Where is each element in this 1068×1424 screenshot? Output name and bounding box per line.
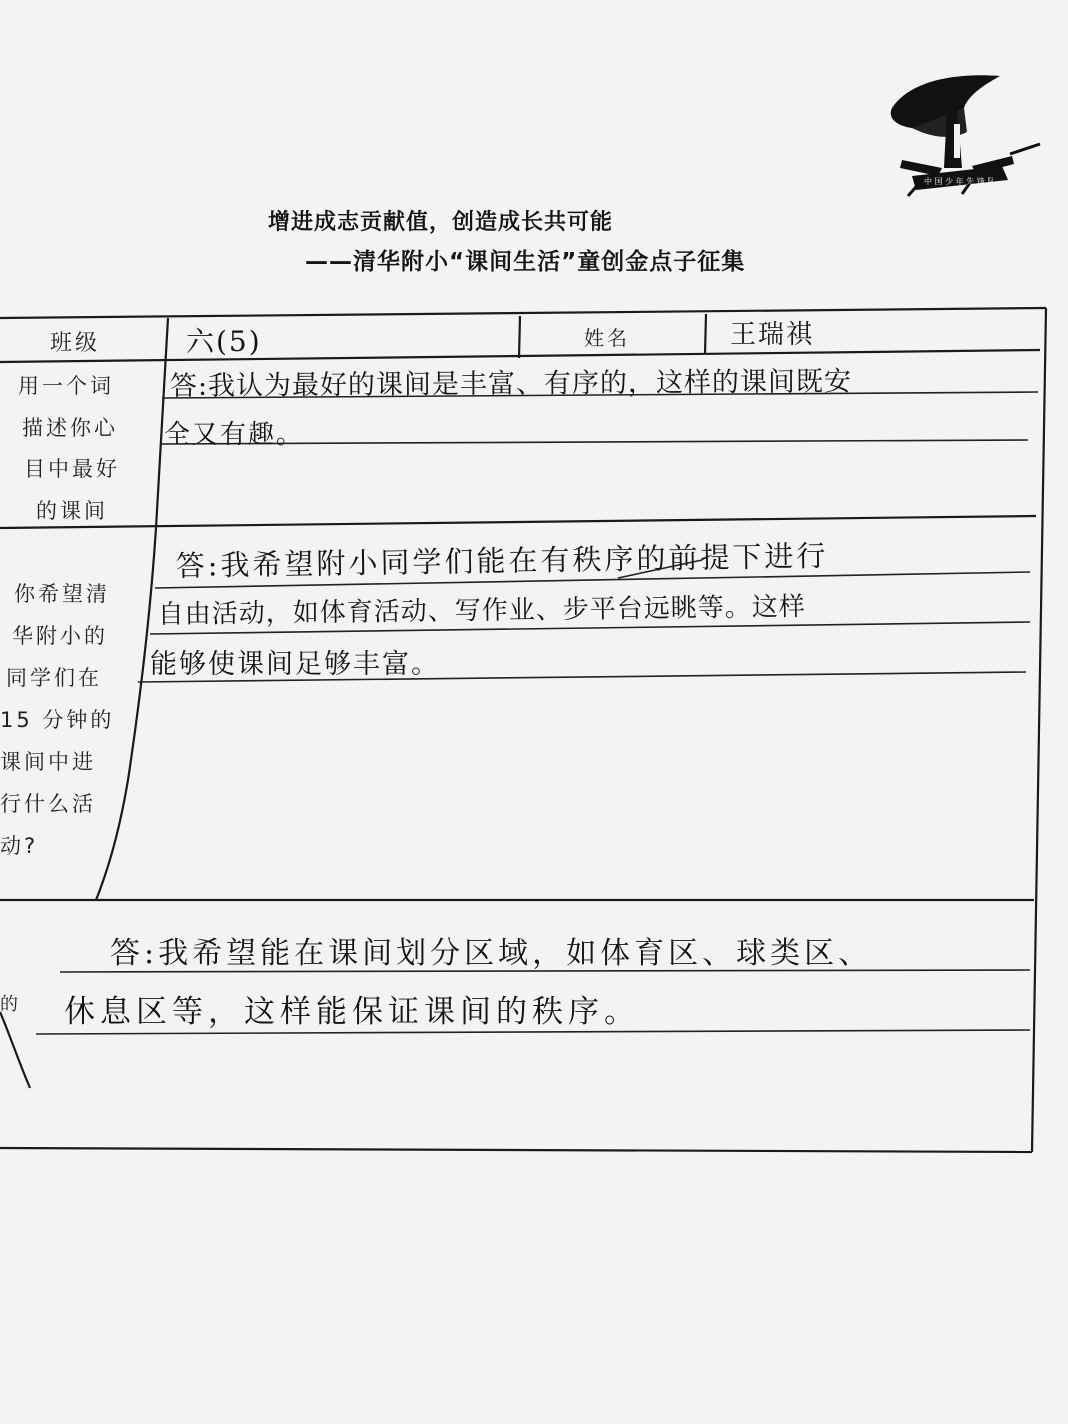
q2-label-line: 15 分钟的 bbox=[0, 708, 115, 732]
q1-label-line: 描述你心 bbox=[22, 416, 118, 440]
q2-label-line: 课间中进 bbox=[0, 750, 96, 774]
form-title: 增进成志贡献值，创造成长共可能 bbox=[268, 210, 614, 235]
q2-label-line: 你希望清 bbox=[14, 582, 110, 606]
q3-answer-line: 休息区等，这样能保证课间的秩序。 bbox=[64, 994, 640, 1030]
q1-label-line: 目中最好 bbox=[24, 457, 120, 481]
q1-label-line: 的课间 bbox=[36, 499, 108, 523]
q2-label-line: 华附小的 bbox=[12, 624, 108, 648]
q3-answer-line: 答:我希望能在课间划分区域，如体育区、球类区、 bbox=[110, 936, 873, 971]
q3-label-line: 的 bbox=[0, 994, 21, 1015]
svg-text:中 国 少 年 先 锋 队: 中 国 少 年 先 锋 队 bbox=[924, 177, 996, 186]
q2-answer-line: 答:我希望附小同学们能在有秩序的前提下进行 bbox=[175, 538, 829, 584]
name-value: 王瑞祺 bbox=[730, 320, 815, 350]
q2-label-line: 同学们在 bbox=[6, 666, 102, 690]
q2-answer-line: 自由活动，如体育活动、写作业、步平台远眺等。这样 bbox=[157, 592, 806, 631]
name-label: 姓名 bbox=[584, 326, 630, 350]
q2-label-line: 行什么活 bbox=[0, 792, 96, 816]
q2-answer-line: 能够使课间足够丰富。 bbox=[150, 649, 440, 680]
form-subtitle: ——清华附小“课间生活”童创金点子征集 bbox=[305, 249, 746, 275]
class-value: 六(5) bbox=[186, 325, 262, 358]
q2-label-line: 动? bbox=[0, 834, 39, 858]
q1-answer-line: 答:我认为最好的课间是丰富、有序的，这样的课间既安 bbox=[169, 366, 853, 403]
q1-answer-line: 全又有趣。 bbox=[164, 420, 305, 450]
class-label: 班级 bbox=[50, 331, 101, 356]
q1-label-line: 用一个词 bbox=[18, 374, 114, 398]
